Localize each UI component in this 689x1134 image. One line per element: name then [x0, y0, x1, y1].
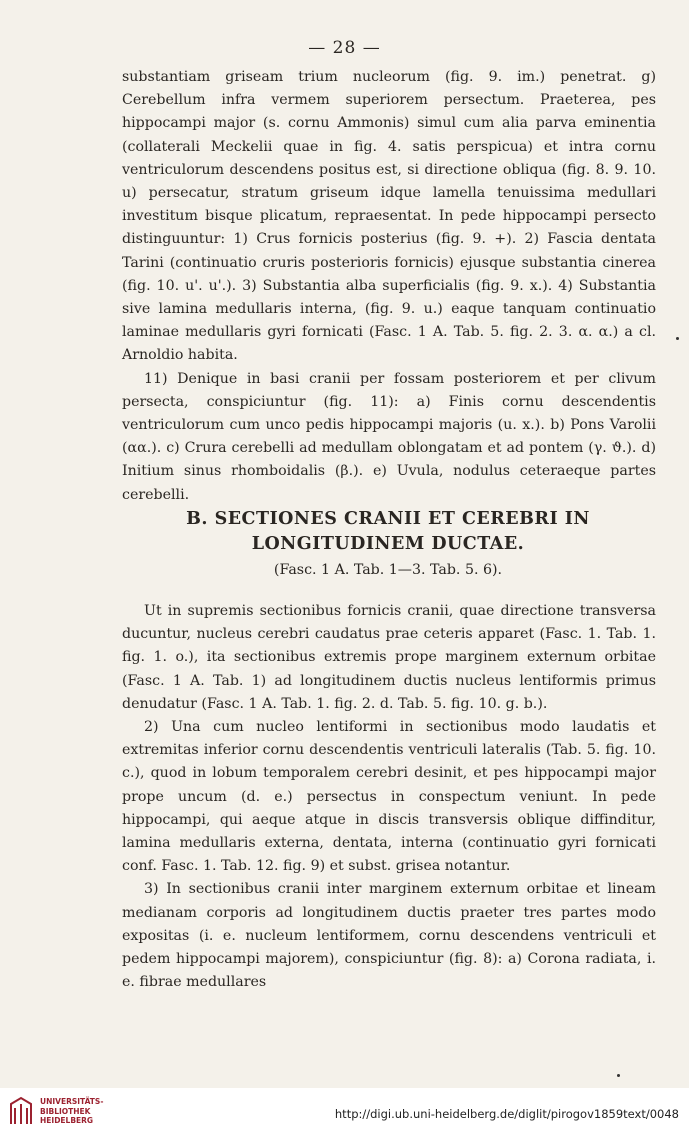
body-text-top	[122, 66, 656, 507]
paragraph: 2) Una cum nucleo lentiformi in sectionibus modo laudatis et extremitas inferior cornu descendentis ventriculi lateralis (Tab. 5. fig. 10. c.), quod in lobum temporalem cerebri desinit, et pes hippocampi major prope uncum (d. e.) persectus in conspectum veniunt. In pede hippocampi, qui aeque atque in discis transversis oblique diffinditur, lamina medullaris externa, dentata, interna (continuatio gyri fornicati conf. Fasc. 1. Tab. 12. fig. 9) et subst. grisea notantur.	[122, 719, 656, 875]
margin-mark	[676, 337, 679, 340]
paragraph: 3) In sectionibus cranii inter marginem externum orbitae et lineam medianam corporis ad longitudinem ductis praeter tres partes modo expositas (i. e. nucleum lentiformem, cornu descendens ventriculi et pedem hippocampi majorem), conspiciuntur (fig. 8): a) Corona radiata, i. e. fibrae medullares	[122, 881, 656, 991]
paragraph: Ut in supremis sectionibus fornicis cranii, quae directione transversa ducuntur, nucleus cerebri caudatus prae ceteris apparet (Fasc. 1. Tab. 1. fig. 1. o.), ita sectionibus extremis prope marginem externum orbitae (Fasc. 1 A. Tab. 1) ad longitudinem ductis nucleus lentiformis primus denudatur (Fasc. 1 A. Tab. 1. fig. 2. d. Tab. 5. fig. 10. g. b.).	[122, 603, 656, 712]
source-url[interactable]: http://digi.ub.uni-heidelberg.de/diglit/pirogov1859text/0048	[334, 1107, 679, 1121]
page-number: — 28 —	[308, 38, 381, 58]
section-subheading: (Fasc. 1 A. Tab. 1—3. Tab. 5. 6).	[273, 562, 503, 578]
footer-bar	[0, 1088, 689, 1134]
library-logo[interactable]	[8, 1094, 148, 1130]
library-logo-icon	[8, 1096, 34, 1126]
page-mark	[617, 1074, 620, 1077]
section-heading: B. SECTIONES CRANII ET CEREBRI IN LONGITUDINEM DUCTAE.	[186, 509, 590, 554]
paragraph: substantiam griseam trium nucleorum (fig. 9. im.) penetrat. g) Cerebellum infra vermem superiorem persectum. Praeterea, pes hippocampi major (s. cornu Ammonis) simul cum alia parva eminentia (collaterali Meckelii quae in fig. 4. satis perspicua) et intra cornu ventriculorum descendens positus est, si directione obliqua (fig. 8. 9. 10. u) persecatur, stratum griseum idque lamella tenuissima medullari investitum bisque plicatum, repraesentat. In pede hippocampi persecto distinguuntur: 1) Crus fornicis posterius (fig. 9. +). 2) Fascia dentata Tarini (continuatio cruris posterioris fornicis) ejusque substantia cinerea (fig. 10. u'. u'.). 3) Substantia alba superficialis (fig. 9. x.). 4) Substantia sive lamina medullaris interna, (fig. 9. u.) eaque tanquam continuatio laminae medullaris gyri fornicati (Fasc. 1 A. Tab. 5. fig. 2. 3. α. α.) a cl. Arnoldio habita.	[122, 69, 656, 364]
paragraph: 11) Denique in basi cranii per fossam posteriorem et per clivum persecta, conspiciuntur (fig. 11): a) Finis cornu descendentis ventriculorum cum unco pedis hippocampi majoris (u. x.). b) Pons Varolii (αα.). c) Crura cerebelli ad medullam oblongatam et ad pontem (γ. ϑ.). d) Initium sinus rhomboidalis (β.). e) Uvula, nodulus ceteraeque partes cerebelli.	[122, 370, 656, 503]
library-logo-text: UNIVERSITÄTS- BIBLIOTHEK HEIDELBERG	[40, 1097, 104, 1125]
body-text-bottom	[122, 600, 656, 994]
